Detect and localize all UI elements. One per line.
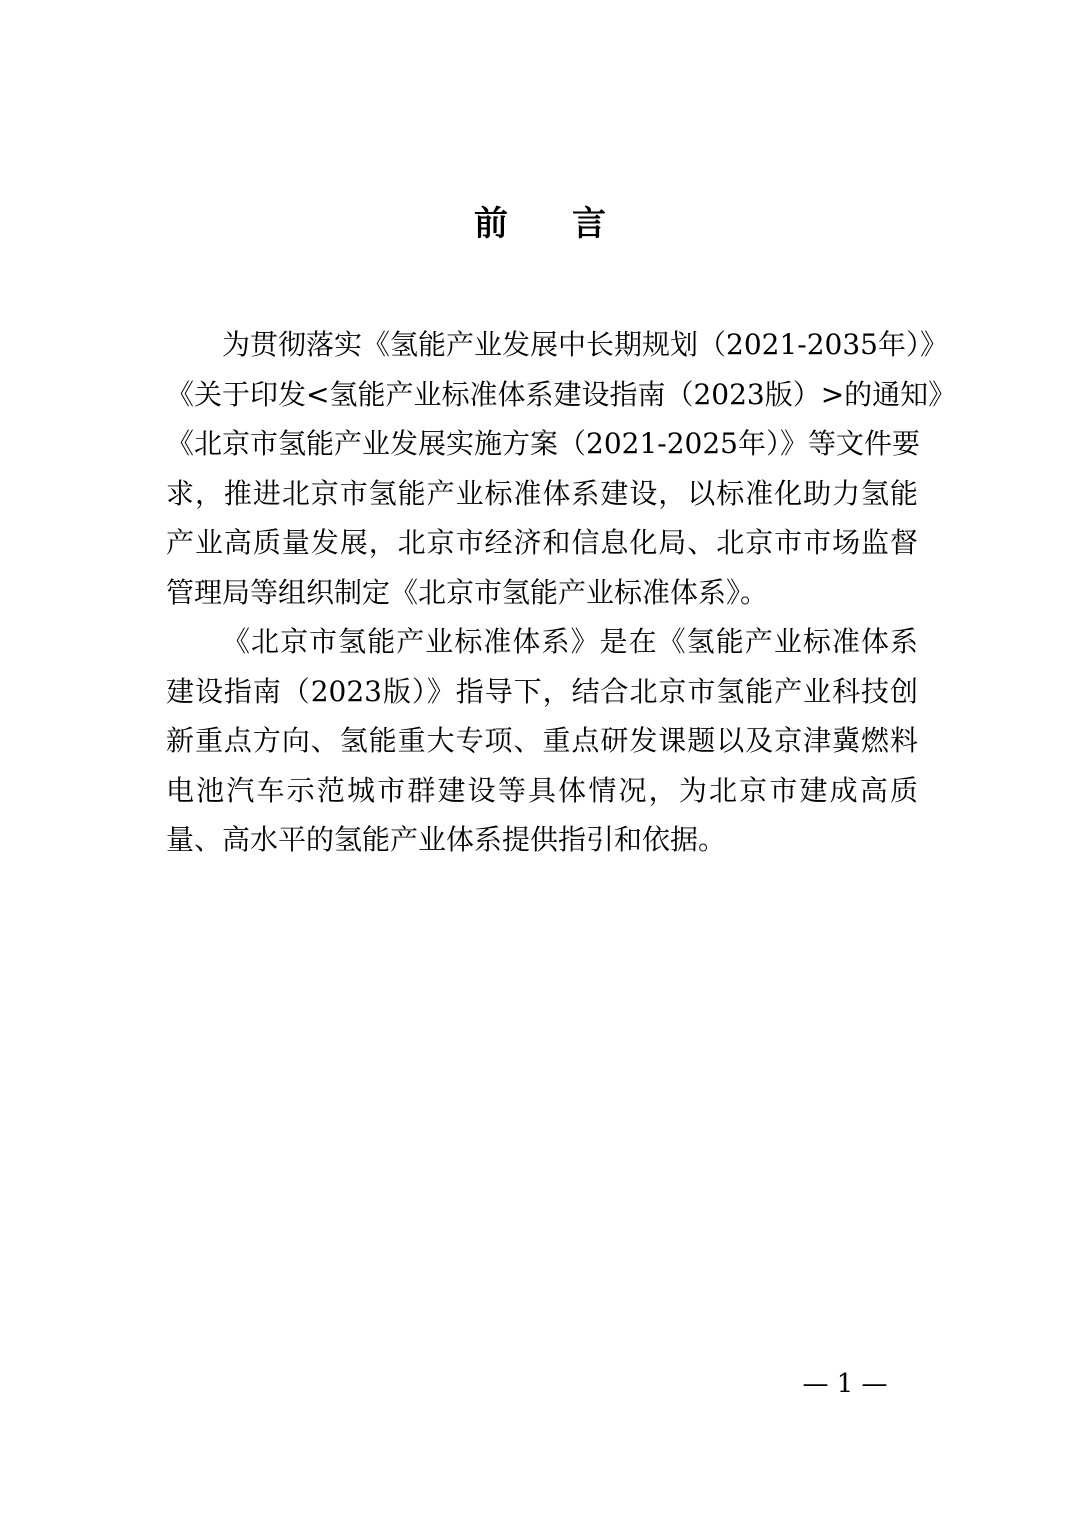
paragraph-line: 《北京市氢能产业标准体系》是在《氢能产业标准体系 xyxy=(222,625,918,658)
paragraph-2 xyxy=(166,617,918,865)
paragraph-line: 电池汽车示范城市群建设等具体情况，为北京市建成高质 xyxy=(166,773,918,807)
title-char-1: 前 xyxy=(474,204,508,244)
page-title xyxy=(0,198,1080,250)
page-number: — 1 — xyxy=(802,1369,888,1399)
paragraph-1 xyxy=(166,320,957,617)
paragraph-line: 管理局等组织制定《北京市氢能产业标准体系》。 xyxy=(166,575,769,609)
paragraph-line: 求，推进北京市氢能产业标准体系建设，以标准化助力氢能 xyxy=(166,476,918,510)
paragraph-line: 量、高水平的氢能产业体系提供指引和依据。 xyxy=(166,823,727,856)
paragraph-line: 产业高质量发展，北京市经济和信息化局、北京市市场监督 xyxy=(166,526,918,559)
paragraph-line: 《北京市氢能产业发展实施方案（2021-2025年）》等文件要 xyxy=(166,427,920,460)
paragraph-line: 建设指南（2023版）》指导下，结合北京市氢能产业科技创 xyxy=(166,674,918,708)
body-text xyxy=(166,320,957,865)
paragraph-line: 《关于印发<氢能产业标准体系建设指南（2023版）>的通知》 xyxy=(166,377,957,411)
paragraph-line: 为贯彻落实《氢能产业发展中长期规划（2021-2035年）》 xyxy=(222,328,948,361)
paragraph-line: 新重点方向、氢能重大专项、重点研发课题以及京津冀燃料 xyxy=(166,724,918,757)
title-char-2: 言 xyxy=(572,204,606,244)
